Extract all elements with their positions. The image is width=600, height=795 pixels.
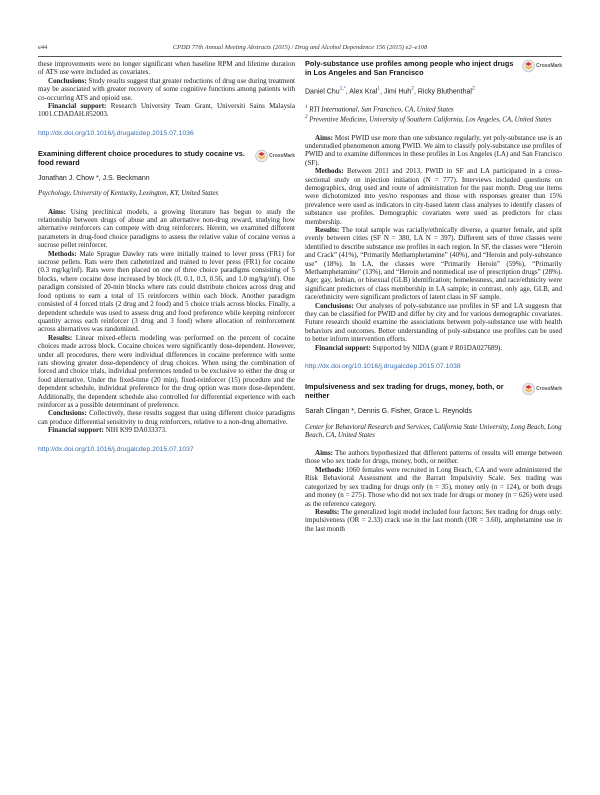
- aims-paragraph: Aims: Most PWID use more than one substance regularly, yet poly-substance use is an understudied phenomenon among PWID. We aim to classify poly-substance use profiles of PWID and to examine differences in these profiles in Los Angeles (LA) and San Francisco (SF).: [305, 133, 562, 167]
- journal-citation: CPDD 77th Annual Meeting Abstracts (2015) / Drug and Alcohol Dependence 156 (2015) e2–e108: [172, 44, 428, 51]
- support-paragraph: Financial support: NIH K99 DA033373.: [48, 426, 167, 435]
- conclusions-paragraph: Conclusions: Our analyses of poly-substance use profiles in SF and LA suggests that they can be classified for PWID and differ by city and for various demographic covariates. Future research should examine the associations between poly-substance use with health behaviors and outcomes. Better understanding of poly-substance use profiles can be used to better inform intervention efforts.: [305, 301, 562, 344]
- methods-paragraph: Methods: Male Sprague Dawley rats were initially trained to lever press (FR1) for sucrose pellets. Rats were then catheterized and trained to lever press (FR1) for cocaine (0.3 mg/kg/inf). Rats were then placed on one of three choice paradigms consisting of 5 blocks, where cocaine dose increased by block (0, 0.1, 0.3, 0.56, and 1.0 mg/kg/inf). One paradigm consisted of 20-min blocks where rats could distribute choices across drug and food options to earn a total of 15 reinforcers within each block. Another paradigm consisted of 4 forced trials (2 drug and 2 food) and 5 choice trials across blocks. Finally, a dependent schedule was used to assess drug and food preference while keeping reinforcer quantity across each reinforcer (3 drug and 3 food) where allocation of reinforcement across alternatives was randomized.: [38, 249, 295, 334]
- doi-link-1037[interactable]: http://dx.doi.org/10.1016/j.drugalcdep.2015.07.1037: [38, 445, 194, 453]
- crossmark-badge[interactable]: CrossMark: [255, 148, 295, 164]
- header-rule: [38, 56, 562, 57]
- doi-link-1036[interactable]: http://dx.doi.org/10.1016/j.drugalcdep.2015.07.1036: [38, 129, 194, 137]
- crossmark-badge[interactable]: CrossMark: [522, 381, 562, 397]
- results-paragraph: Results: Linear mixed-effects modeling was performed on the percent of cocaine choices made across block. Cocaine choices were significantly dose-dependent. However, under all procedures, there were individual differences in cocaine preference with some rats showing greater dose-dependency of drug choices. When using the combination of forced and choice trials, individual preferences tended to be exclusive to either the drug or food alternative. Under the fixed-time (20 min), fixed-reinforcer (15) procedure and the dependent schedule, individual preference for the drug option was more dose-dependent. Additionally, the dependent schedule also controlled for differential experience with each reinforcer as a possible determinant of preference.: [38, 333, 295, 409]
- article-title-impulsiveness: Impulsiveness and sex trading for drugs, money, both, or neither CrossMark: [305, 382, 562, 401]
- methods-paragraph: Methods: 1060 females were recruited in Long Beach, CA and were administered the Risk Behavioral Assessment and the Barratt Impulsivity Scale. Sex trading was categorized by sex trading for drugs only (n = 35), money only (n = 124), or both drugs and money (n = 275). Those who did not sex trade for drugs or money (n = 626) were used as the reference category.: [305, 465, 562, 508]
- authors-clingan: Sarah Clingan *, Dennis G. Fisher, Grace L. Reynolds: [305, 408, 472, 416]
- methods-paragraph: Methods: Between 2011 and 2013, PWID in SF and LA participated in a cross-sectional study on injection initiation (N = 777). Interviews included questions on demographics, drug used and route of administration for the past month. Drug use items were dichotomized into yes/no responses and those with responses greater than 15% prevalence were used as indicators in city-based latent class analyses to identify classes of substance use profiles. Demographic covariates were used as predictors for class membership.: [305, 167, 562, 226]
- doi-link-1038[interactable]: http://dx.doi.org/10.1016/j.drugalcdep.2015.07.1038: [305, 363, 461, 371]
- results-paragraph: Results: The total sample was racially/ethnically diverse, a quarter female, and split evenly between cities (SF N = 380, LA N = 397). Different sets of three classes were identified to describe substance use profiles in each region. In SF, the classes were “Heroin and Crack” (41%), “Primarily Methamphetamine” (40%), and “Heroin and poly-substance use” (18%). In LA, the classes were “Primarily Heroin” (59%), “Primarily Methamphetamine” (13%), and “Heroin and nonmedical use of prescription drugs” (28%). Age; gay, lesbian, or bisexual (GLB) identification; homelessness, and race/ethnicity were significant predictors of class membership in LA sample; in contrast, only age, GLB, and race/ethnicity were significant predictors of latent class in SF sample.: [305, 225, 562, 302]
- affiliation-kentucky: Psychology, University of Kentucky, Lexington, KY, United States: [38, 190, 219, 198]
- continued-conclusions: Conclusions: Study results suggest that greater reductions of drug use during treatment may be associated with greater recovery of some cognitive functions among patients with co-occurring ATS and opioid use.: [38, 76, 295, 102]
- affiliation-csulb: Center for Behavioral Research and Services, California State University, Long Beach, Long Beach, CA, United States: [305, 423, 562, 439]
- affiliation-usc: $^2$ Preventive Medicine, University of Southern California, Los Angeles, CA, United States: [305, 115, 552, 124]
- support-paragraph: Financial support: Supported by NIDA (grant # R01DA027689).: [315, 343, 503, 352]
- article-title-poly-substance: Poly-substance use profiles among people who inject drugs in Los Angeles and San Francisco CrossMark: [305, 59, 562, 77]
- affiliations-chu: [305, 104, 562, 125]
- running-header: [38, 44, 562, 56]
- aims-paragraph: Aims: Using preclinical models, a growing literature has begun to study the relationship between drugs of abuse and an alternative non-drug reward, studying how alternative reinforcers can compete with drug reinforcers. Herein, we examined different parameters in drug-food choice paradigms to assess the relative value of cocaine versus a sucrose pellet reinforcer.: [38, 207, 295, 250]
- continued-support: Financial support: Research University Team Grant, Universiti Sains Malaysia 1001.CDADAH.852003.: [38, 102, 295, 119]
- right-column: [305, 60, 562, 533]
- crossmark-icon: [255, 149, 268, 163]
- authors-chu: Daniel Chu$^{1,*}$, Alex Kral$^1$, Jimi Huh$^2$, Ricky Bluthenthal$^2$: [305, 85, 475, 95]
- crossmark-badge[interactable]: CrossMark: [522, 58, 562, 74]
- aims-paragraph: Aims: The authors hypothesized that different patterns of results will emerge between those who sex trade for drugs, money, both, or neither.: [305, 449, 562, 466]
- continued-paragraph: these improvements were no longer significant when baseline RPM and lifetime duration of ATS use were included as covariates.: [38, 60, 295, 77]
- left-column: [38, 60, 295, 466]
- crossmark-icon: [522, 59, 535, 73]
- results-paragraph: Results: The generalized logit model included four factors: Sex trading for drugs only: impulsiveness (OR = 2.33) crack use in the last month (OR = 3.60), amphetamine use in the last month: [305, 507, 562, 533]
- page-number: e44: [38, 44, 48, 51]
- affiliation-rti: $^1$ RTI International, San Francisco, CA, United States: [305, 104, 454, 113]
- conclusions-paragraph: Conclusions: Collectively, these results suggest that using different choice paradigms can produce differential sensitivity to drug reinforcers, relative to a non-drug alternative.: [38, 409, 295, 426]
- authors-chow: Jonathan J. Chow *, J.S. Beckmann: [38, 174, 150, 182]
- article-title-choice-procedures: Examining different choice procedures to study cocaine vs. food reward CrossMark: [38, 149, 295, 168]
- crossmark-icon: [522, 382, 535, 396]
